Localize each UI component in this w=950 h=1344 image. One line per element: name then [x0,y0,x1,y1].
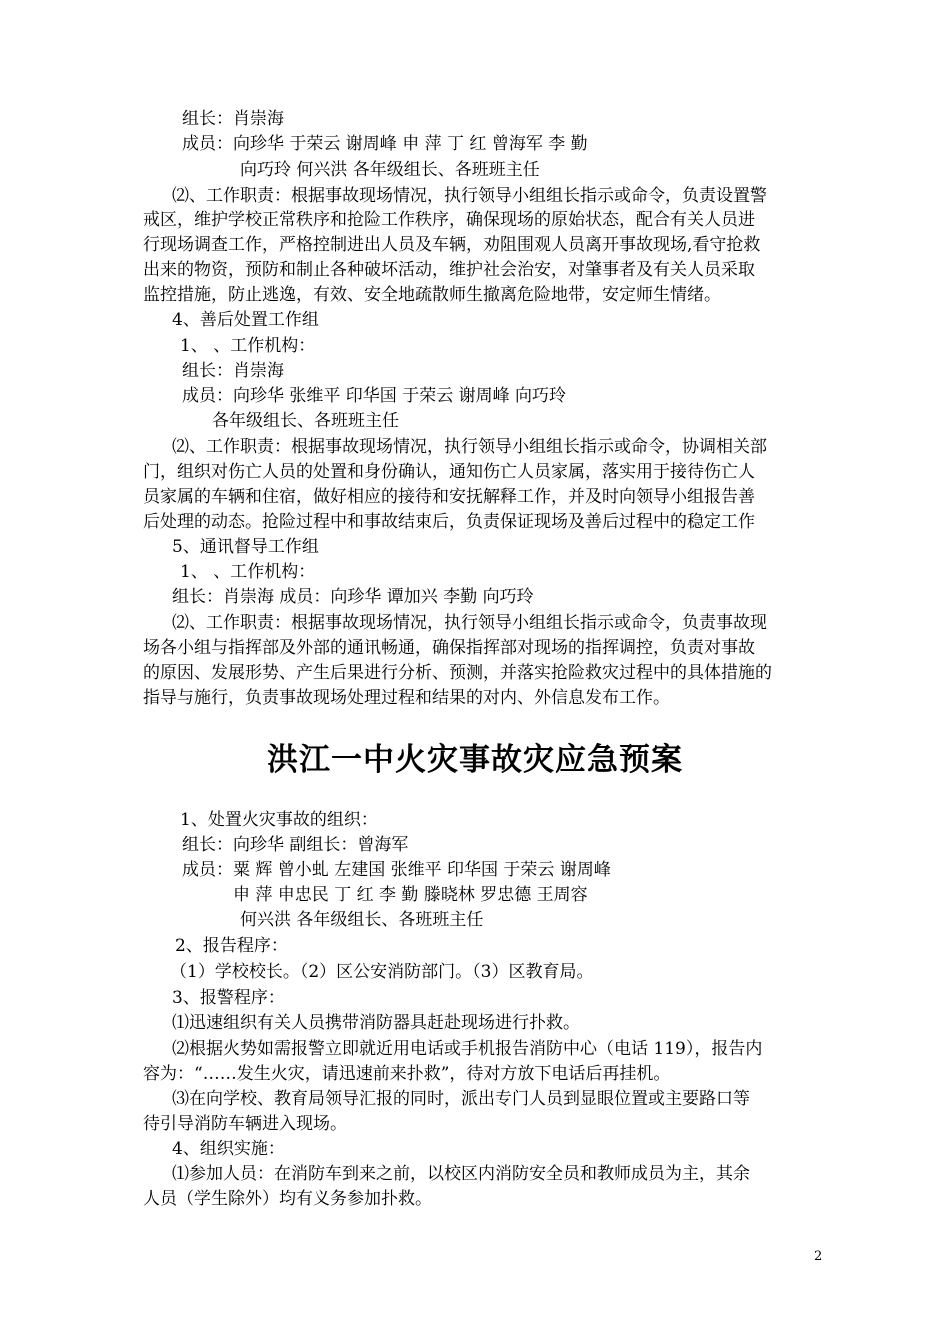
group3-leader: 组长：肖崇海 [182,109,284,129]
fire-members-line1: 成员：粟 辉 曾小虬 左建国 张维平 印华国 于荣云 谢周峰 [182,860,611,880]
group3-members-line1: 成员：向珍华 于荣云 谢周峰 申 萍 丁 红 曾海军 李 勤 [182,134,588,154]
group4-leader: 组长：肖崇海 [182,361,284,381]
alarm-heading: 3、报警程序： [172,988,285,1008]
group3-duty-line1: ⑵、工作职责：根据事故现场情况，执行领导小组组长指示或命令，负责设置警 [172,186,767,206]
fire-leader: 组长：向珍华 副组长：曾海军 [182,835,409,855]
fire-plan-title: 洪江一中火灾事故灾应急预案 [267,742,683,778]
group4-duty-line3: 员家属的车辆和住宿，做好相应的接待和安抚解释工作，并及时向领导小组报告善 [143,487,755,507]
group5-duty-line1: ⑵、工作职责：根据事故现场情况，执行领导小组组长指示或命令，负责事故现 [172,613,767,633]
fire-members-line2: 申 萍 申忠民 丁 红 李 勤 滕晓林 罗忠德 王周容 [233,885,588,905]
group3-duty-line4: 出来的物资，预防和制止各种破坏活动，维护社会治安，对肇事者及有关人员采取 [143,260,755,280]
group4-members-line2: 各年级组长、各班班主任 [212,411,399,431]
group3-members-line2: 向巧玲 何兴洪 各年级组长、各班班主任 [240,160,540,180]
fire-members-line3: 何兴洪 各年级组长、各班班主任 [240,910,484,930]
group4-duty-line1: ⑵、工作职责：根据事故现场情况，执行领导小组组长指示或命令，协调相关部 [172,437,767,457]
group4-title: 4、善后处置工作组 [172,310,319,330]
impl-step-1-line2: 人员（学生除外）均有义务参加扑救。 [143,1189,432,1209]
group5-duty-line3: 的原因、发展形势、产生后果进行分析、预测，并落实抢险救灾过程中的具体措施的 [143,663,772,683]
page-number: 2 [814,1249,823,1264]
impl-heading: 4、组织实施： [172,1139,285,1159]
group4-org: 1、 、工作机构： [180,336,316,356]
group4-duty-line4: 后处理的动态。抢险过程中和事故结束后，负责保证现场及善后过程中的稳定工作 [143,512,755,532]
group4-duty-line2: 门，组织对伤亡人员的处置和身份确认，通知伤亡人员家属，落实用于接待伤亡人 [143,462,755,482]
report-heading: 2、报告程序： [175,936,288,956]
group4-members-line1: 成员：向珍华 张维平 印华国 于荣云 谢周峰 向巧玲 [182,386,567,406]
alarm-step-1: ⑴迅速组织有关人员携带消防器具赶赴现场进行扑救。 [172,1013,580,1033]
fire-org-heading: 1、处置火灾事故的组织： [180,810,378,830]
group5-org: 1、 、工作机构： [180,562,316,582]
alarm-step-2-line2: 容为：“……发生火灾，请迅速前来扑救”，待对方放下电话后再挂机。 [143,1064,671,1084]
impl-step-1-line1: ⑴参加人员：在消防车到来之前，以校区内消防安全员和教师成员为主，其余 [172,1164,750,1184]
alarm-step-3-line1: ⑶在向学校、教育局领导汇报的同时，派出专门人员到显眼位置或主要路口等 [172,1089,750,1109]
alarm-step-2-line1: ⑵根据火势如需报警立即就近用电话或手机报告消防中心（电话 119），报告内 [172,1039,763,1059]
group5-title: 5、通讯督导工作组 [172,537,319,557]
group5-duty-line4: 指导与施行，负责事故现场处理过程和结果的对内、外信息发布工作。 [143,688,670,708]
group3-duty-line2: 戒区，维护学校正常秩序和抢险工作秩序，确保现场的原始状态，配合有关人员进 [143,210,755,230]
group5-leader-members: 组长：肖崇海 成员：向珍华 谭加兴 李勤 向巧玲 [172,587,534,607]
group3-duty-line3: 行现场调查工作，严格控制进出人员及车辆，劝阻围观人员离开事故现场,看守抢救 [143,235,761,255]
group5-duty-line2: 场各小组与指挥部及外部的通讯畅通，确保指挥部对现场的指挥调控，负责对事故 [143,638,755,658]
alarm-step-3-line2: 待引导消防车辆进入现场。 [143,1114,347,1134]
group3-duty-line5: 监控措施，防止逃逸，有效、安全地疏散师生撤离危险地带，安定师生情绪。 [143,285,721,305]
report-steps: （1）学校校长。（2）区公安消防部门。（3）区教育局。 [170,962,594,982]
